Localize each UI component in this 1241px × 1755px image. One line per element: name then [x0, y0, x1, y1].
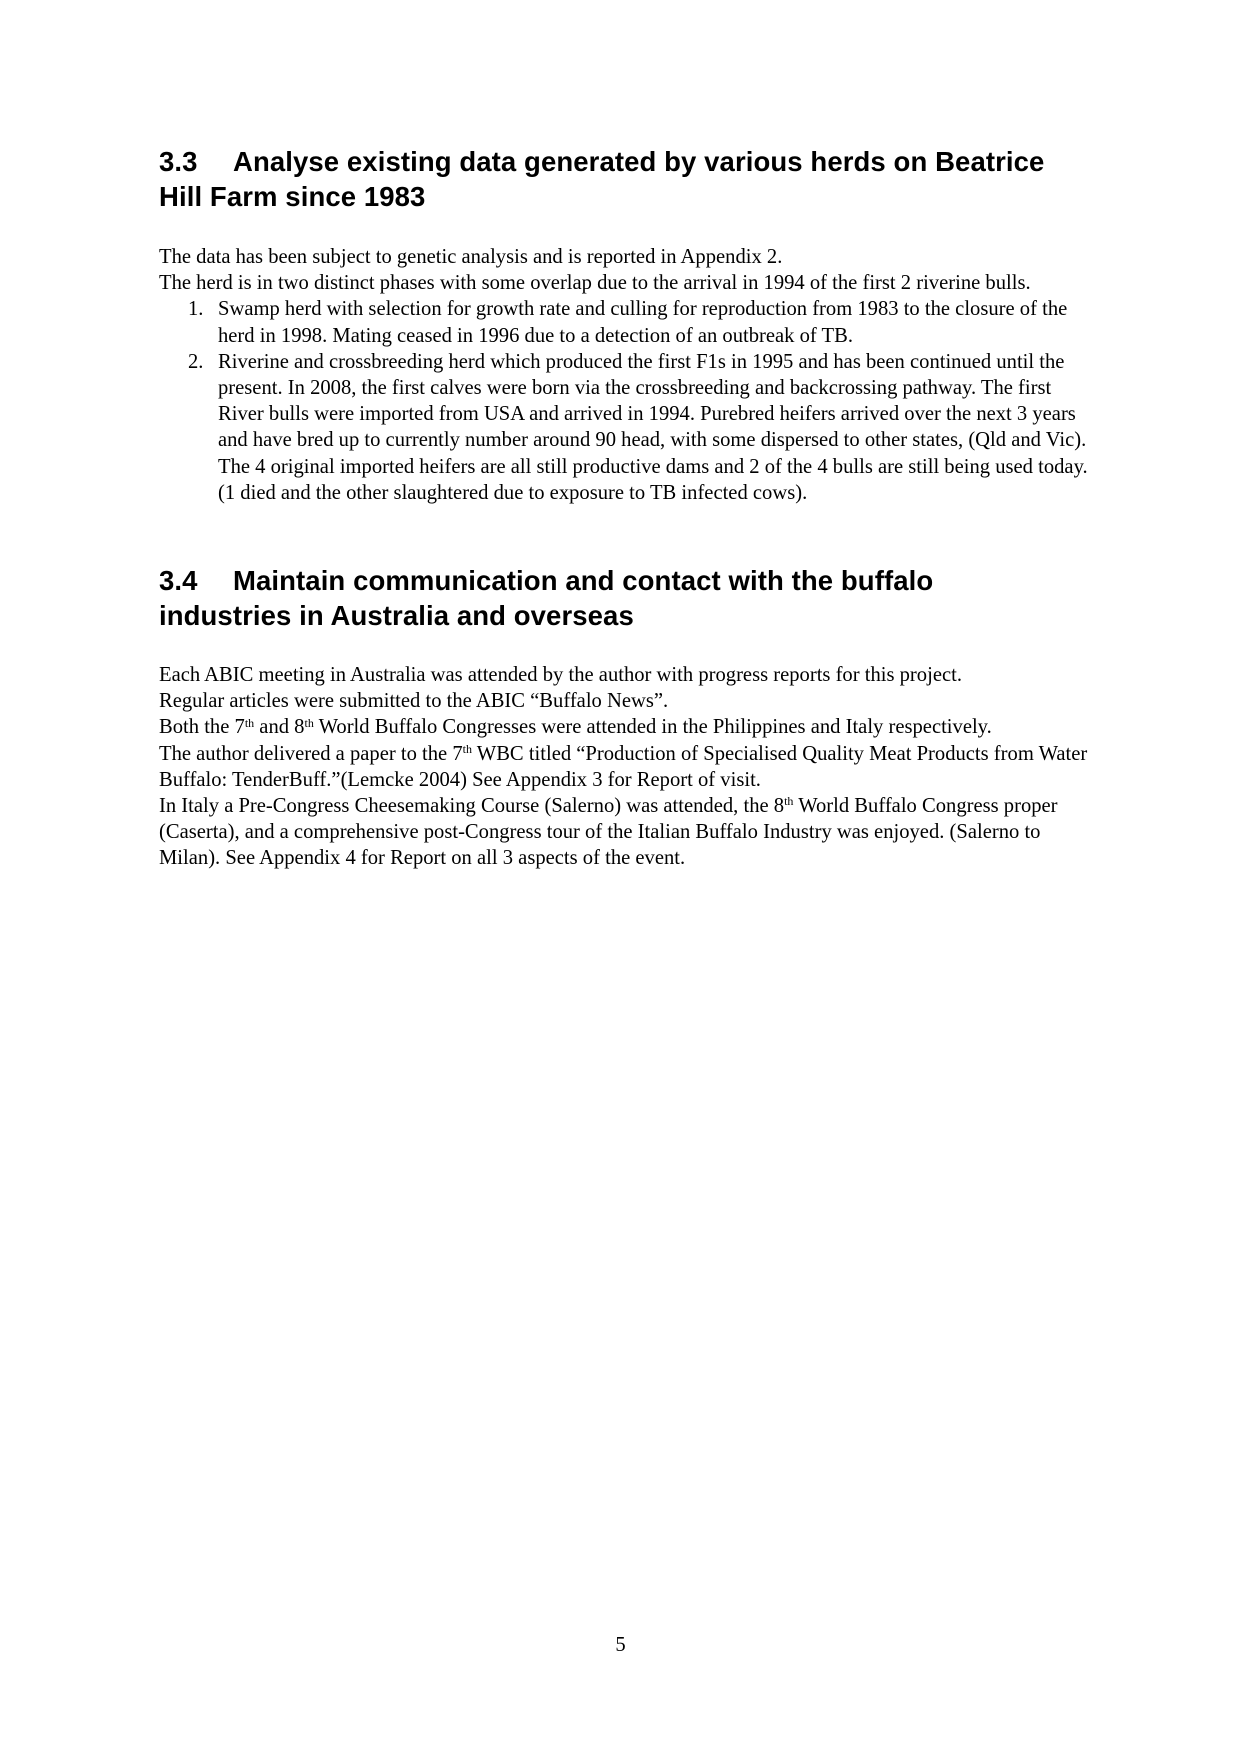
- section-number: 3.4: [159, 565, 198, 597]
- text-run: World Buffalo Congresses were attended in the Philippines and Italy respectively.: [313, 716, 992, 739]
- text-run: In Italy a Pre-Congress Cheesemaking Course (Salerno) was attended, the 8: [159, 795, 785, 818]
- page-number: 5: [615, 1634, 626, 1656]
- page-content: [159, 144, 1099, 872]
- list-marker: 2.: [188, 350, 204, 373]
- list-item: [159, 349, 1099, 506]
- superscript: th: [784, 794, 794, 809]
- list-item: [159, 296, 1099, 348]
- list-item-text: Swamp herd with selection for growth rate and culling for reproduction from 1983 to the closure of the herd in 1998. Mating ceased in 1996 due to a detection of an outbreak of TB.: [218, 298, 1068, 347]
- paragraph: [159, 793, 1099, 872]
- section-title-line1: Analyse existing data generated by various herds on Beatrice: [233, 146, 1045, 177]
- paragraph: [159, 714, 1099, 740]
- section-body: [159, 662, 1099, 872]
- list-item-text: Riverine and crossbreeding herd which produced the first F1s in 1995 and has been continued until the present. In 2008, the first calves were born via the crossbreeding and backcrossing pathway. The first River bulls were imported from USA and arrived in 1994. Purebred heifers arrived over the next 3 years and have bred up to currently number around 90 head, with some dispersed to other states, (Qld and Vic). The 4 original imported heifers are all still productive dams and 2 of the 4 bulls are still being used today. (1 died and the other slaughtered due to exposure to TB infected cows).: [218, 350, 1088, 504]
- paragraph: [159, 741, 1099, 793]
- section-title-line2: Hill Farm since 1983: [159, 181, 426, 212]
- text-run: WBC titled “Production of Specialised Quality Meat Products from Water Buffalo: TenderBuff.”(Lemcke 2004) See Appendix 3 for Report of visit.: [159, 742, 1088, 791]
- section-heading: [159, 144, 1099, 214]
- text-run: and 8: [254, 716, 305, 739]
- paragraph: Regular articles were submitted to the ABIC “Buffalo News”.: [159, 690, 669, 713]
- superscript: th: [304, 715, 314, 730]
- superscript: th: [462, 741, 472, 756]
- text-run: World Buffalo Congress proper (Caserta), and a comprehensive post-Congress tour of the Italian Buffalo Industry was enjoyed. (Salerno to Milan). See Appendix 4 for Report on all 3 aspects of the event.: [159, 795, 1058, 870]
- section-3-3: [159, 144, 1099, 506]
- paragraph: Each ABIC meeting in Australia was attended by the author with progress reports for this project.: [159, 664, 962, 687]
- numbered-list: [159, 296, 1099, 506]
- text-run: The author delivered a paper to the 7: [159, 742, 463, 765]
- superscript: th: [244, 715, 255, 730]
- paragraph: The herd is in two distinct phases with some overlap due to the arrival in 1994 of the first 2 riverine bulls.: [159, 272, 1031, 295]
- list-marker: 1.: [188, 298, 204, 321]
- section-body: [159, 244, 1099, 506]
- section-heading: [159, 563, 1099, 633]
- section-3-4: [159, 563, 1099, 872]
- section-title-line2: industries in Australia and overseas: [159, 600, 634, 632]
- section-title-line1: Maintain communication and contact with the buffalo: [233, 565, 934, 597]
- text-run: Both the 7: [159, 716, 245, 739]
- section-number: 3.3: [159, 146, 198, 177]
- paragraph: The data has been subject to genetic analysis and is reported in Appendix 2.: [159, 246, 783, 268]
